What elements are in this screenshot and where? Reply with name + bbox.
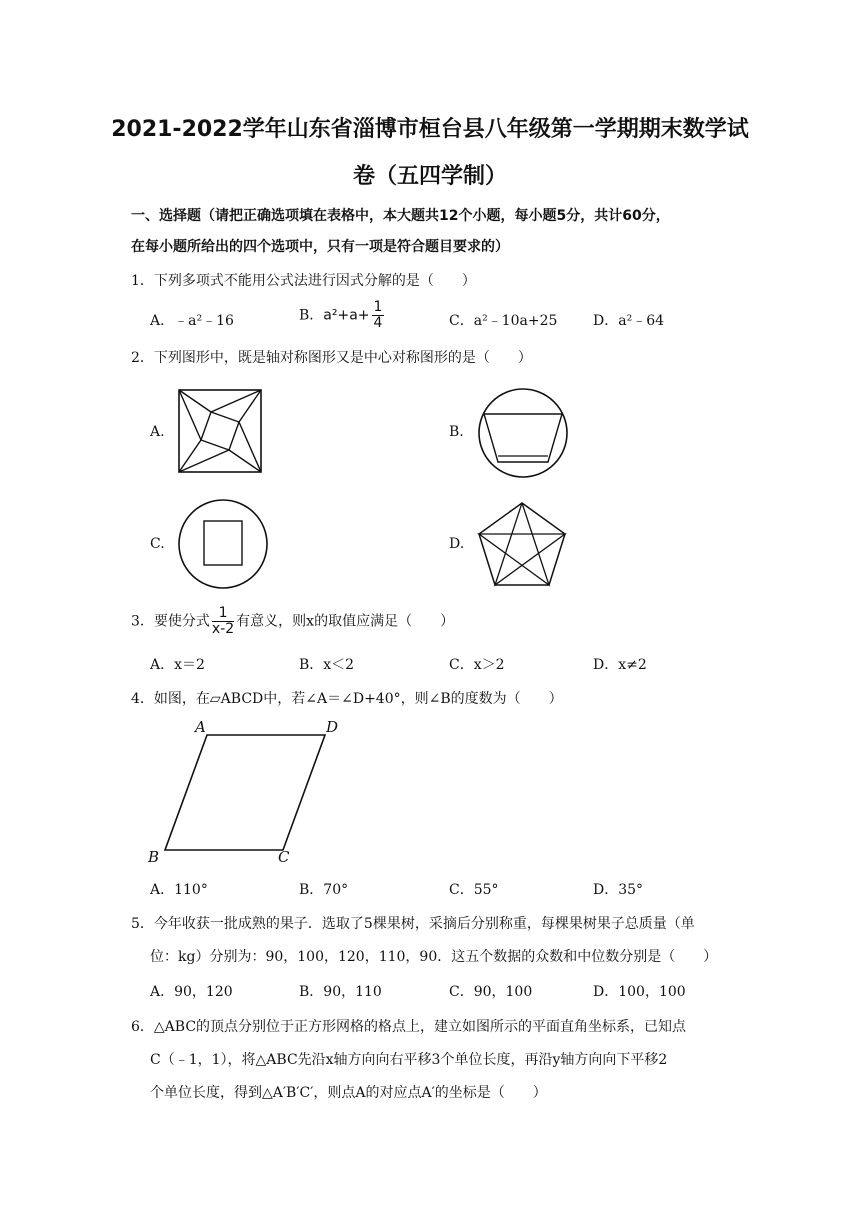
fraction-numerator: 1 xyxy=(212,606,234,622)
figure-circle-square xyxy=(176,497,270,591)
question-4-option-a: A．110° xyxy=(150,882,208,898)
option-text: a²﹣64 xyxy=(618,313,665,329)
question-3-option-d: D．x≠2 xyxy=(593,657,647,673)
question-3-option-a: A．x＝2 xyxy=(150,657,205,673)
question-2-option-c-label: C. xyxy=(150,536,165,552)
question-3-stem-prefix: 3．要使分式 xyxy=(131,613,210,630)
exam-title-line1: 2021-2022学年山东省淄博市桓台县八年级第一学期期末数学试 xyxy=(111,117,749,142)
question-4-option-d: D．35° xyxy=(593,882,644,898)
option-text: a²﹣10a+25 xyxy=(473,313,558,329)
question-4-option-c: C．55° xyxy=(449,882,499,898)
question-6-line1: 6．△ABC的顶点分别位于正方形网格的格点上，建立如图所示的平面直角坐标系，已知点 xyxy=(131,1019,687,1035)
question-5-option-d: D．100，100 xyxy=(593,984,686,1000)
question-2-stem: 2．下列图形中，既是轴对称图形又是中心对称图形的是（ ） xyxy=(131,350,532,366)
question-1-option-c xyxy=(449,310,557,330)
fraction-one-quarter xyxy=(372,300,385,331)
figure-pentagon-star xyxy=(472,497,572,591)
option-label: C． xyxy=(449,313,474,329)
question-1-stem: 1．下列多项式不能用公式法进行因式分解的是（ ） xyxy=(131,273,476,289)
vertex-label-d: D xyxy=(326,718,339,736)
question-1-option-b xyxy=(299,300,386,331)
option-label: A． xyxy=(150,313,175,329)
figure-parallelogram-abcd xyxy=(145,715,345,865)
figure-square-pinwheel xyxy=(176,387,264,475)
fraction-denominator: 4 xyxy=(373,315,383,331)
question-2-option-b-label: B. xyxy=(449,424,464,440)
question-3-option-b: B．x＜2 xyxy=(299,657,355,673)
exam-title-line2: 卷（五四学制） xyxy=(352,164,507,189)
question-6-line3: 个单位长度，得到△A′B′C′，则点A的对应点A′的坐标是（ ） xyxy=(150,1085,547,1101)
fraction-denominator: x-2 xyxy=(211,621,235,637)
question-3-option-c: C．x＞2 xyxy=(449,657,505,673)
vertex-label-a: A xyxy=(195,718,206,736)
question-5-option-a: A．90，120 xyxy=(150,984,233,1000)
section-header-line2: 在每小题所给出的四个选项中，只有一项是符合题目要求的） xyxy=(131,239,509,255)
question-6-line2: C（﹣1，1），将△ABC先沿x轴方向向右平移3个单位长度，再沿y轴方向向下平移2 xyxy=(150,1052,668,1068)
fraction-numerator: 1 xyxy=(373,299,383,315)
question-4-option-b: B．70° xyxy=(299,882,349,898)
vertex-label-b: B xyxy=(148,848,160,866)
section-header-line1: 一、选择题（请把正确选项填在表格中，本大题共12个小题，每小题5分，共计60分， xyxy=(131,208,670,224)
question-5-line2: 位：kg）分别为：90，100，120，110，90．这五个数据的众数和中位数分别是（ ） xyxy=(150,949,718,965)
option-text: a²+a+ xyxy=(323,307,370,324)
question-3-stem xyxy=(131,606,454,637)
figure-circle-trapezoid xyxy=(476,386,570,480)
question-3-stem-suffix: 有意义，则x的取值应满足（ ） xyxy=(236,613,455,630)
option-label: D． xyxy=(593,313,619,329)
option-label: B． xyxy=(299,307,324,324)
vertex-label-c: C xyxy=(278,848,290,866)
option-text: ﹣a²﹣16 xyxy=(174,313,234,329)
question-1-option-a xyxy=(150,310,234,330)
question-4-stem: 4．如图，在▱ABCD中，若∠A＝∠D+40°，则∠B的度数为（ ） xyxy=(131,691,563,707)
fraction-one-over-x-minus-2 xyxy=(212,606,234,637)
question-5-line1: 5．今年收获一批成熟的果子．选取了5棵果树，采摘后分别称重，每棵果树果子总质量（单 xyxy=(131,916,695,932)
question-5-option-c: C．90，100 xyxy=(449,984,533,1000)
question-5-option-b: B．90，110 xyxy=(299,984,382,1000)
question-2-option-a-label: A. xyxy=(150,424,165,440)
question-1-option-d xyxy=(593,310,664,330)
question-2-option-d-label: D. xyxy=(449,536,465,552)
